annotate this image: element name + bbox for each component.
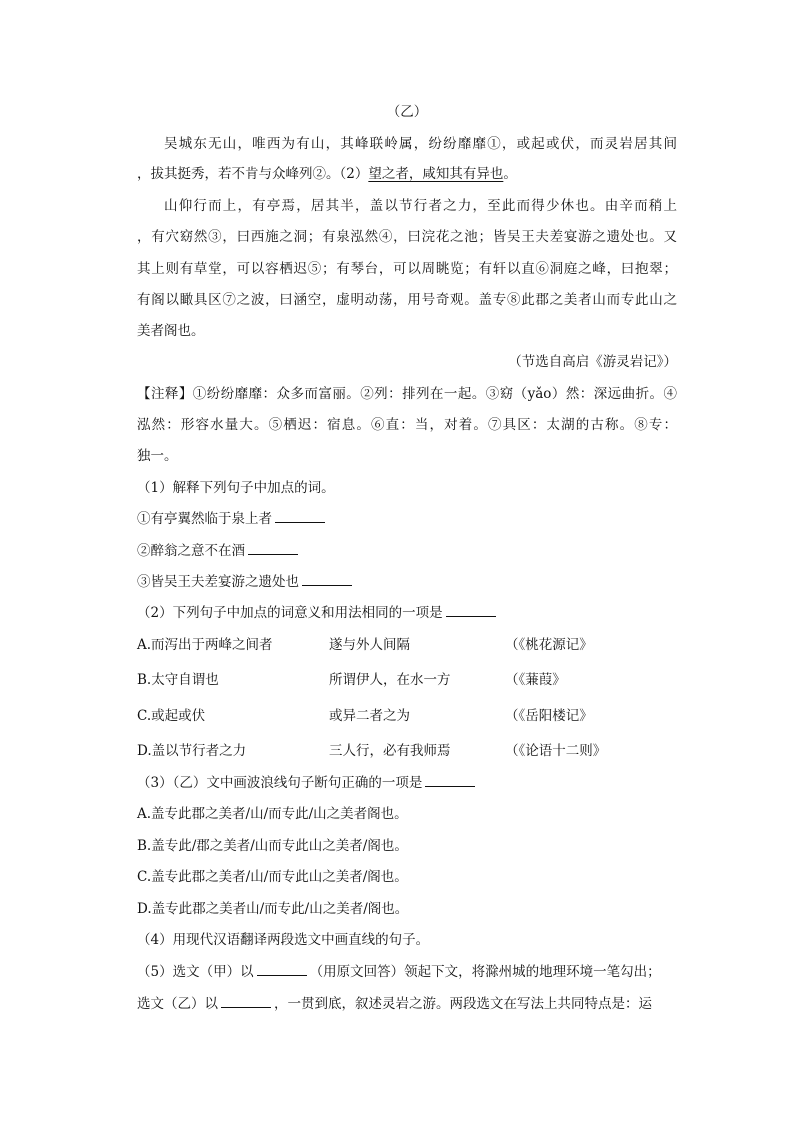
q3-option-b: B.盖专此/郡之美者/山而专此山之美者/阁也。 xyxy=(137,838,408,854)
q5-line1: （5）选文（甲）以 （用原文回答）领起下文，将滁州城的地理环境一笔勾出； xyxy=(137,964,661,980)
answer-blank[interactable] xyxy=(446,604,496,617)
q4-stem: （4）用现代汉语翻译两段选文中画直线的句子。 xyxy=(137,932,430,948)
document-page: （乙） 吴城东无山，唯西为有山，其峰联岭属，纷纷靡靡①，或起或伏，而灵岩居其间 ，拔其挺秀，若不肯与众峰列②。（2）望之者，咸知其有异也。 山仰行而上，有亭焉，居其半，盖以节行者之力，至此而得少休也。由辛而稍上 ，有穴窈然③，曰西施之洞；有泉泓然④，曰浣花之池；皆吴王夫差宴游之遗处也。又 其上则有草堂，可以容栖迟⑤；有琴台，可以周眺览；有轩以直⑥洞庭之峰，曰抱翠； 有阁以瞰具区⑦之波，曰涵空，虚明动荡，用号奇观。盖专⑧此郡之美者山而专此山之 美者阁也。 （节选自高启《游灵岩记》） 【注释】①纷纷靡靡：众多而富丽。②列：排列在一起。③窈（yǎo）然：深远曲折。④ 泓然：形容水量大。⑤栖迟：宿息。⑥直：当，对着。⑦具区：太湖的古称。⑧专： 独一。 （1）解释下列句子中加点的词。 ①有亭翼然临于泉上者 ②醉翁之意不在酒 ③皆吴王夫差宴游之遗处也 （2）下列句子中加点的词意义和用法相同的一项是 A.而泻出于两峰之间者 遂与外人间隔 （《桃花源记》 B.太守自谓也 所谓伊人，在水一方 （《蒹葭》 C.或起或伏 或异二者之为 （《岳阳楼记》 D.盖以节行者之力 三人行，必有我师焉 （《论语十二则》 （3）（乙）文中画波浪线句子断句正确的一项是 A.盖专此郡之美者/山/而专此/山之美者阁也。 B.盖专此/郡之美者/山而专此山之美者/阁也。 C.盖专此郡之美者/山/而专此山之美者/阁也。 D.盖专此郡之美者山/而专此/山之美者/阁也。 （4）用现代汉语翻译两段选文中画直线的句子。 （5）选文（甲）以 （用原文回答）领起下文，将滁州城的地理环境一笔勾出； 选文（乙）以 ，一贯到底，叙述灵岩之游。两段选文在写法上共同特点是：运 xyxy=(137,104,677,1012)
q1-stem: （1）解释下列句子中加点的词。 xyxy=(137,480,335,496)
q1-item-c: ③皆吴王夫差宴游之遗处也 xyxy=(137,572,677,592)
q3-option-d: D.盖专此郡之美者山/而专此/山之美者/阁也。 xyxy=(137,901,409,917)
q3-option-c: C.盖专此郡之美者/山/而专此山之美者/阁也。 xyxy=(137,869,408,885)
answer-blank[interactable] xyxy=(257,963,307,976)
passage-p2-line3: 其上则有草堂，可以容栖迟⑤；有琴台，可以周眺览；有轩以直⑥洞庭之峰，曰抱翠； xyxy=(137,261,677,277)
answer-blank[interactable] xyxy=(221,995,271,1008)
q1-item-b: ②醉翁之意不在酒 xyxy=(137,541,677,561)
q3-stem: （3）（乙）文中画波浪线句子断句正确的一项是 xyxy=(137,773,677,793)
answer-blank[interactable] xyxy=(302,573,352,586)
underlined-sentence-1: 望之者，咸知其有异也 xyxy=(368,166,504,182)
passage-p1-line2: ，拔其挺秀，若不肯与众峰列②。（2）望之者，咸知其有异也。 xyxy=(137,166,517,182)
passage-source: （节选自高启《游灵岩记》） xyxy=(508,354,677,370)
answer-blank[interactable] xyxy=(425,774,475,787)
passage-p2-line2: ，有穴窈然③，曰西施之洞；有泉泓然④，曰浣花之池；皆吴王夫差宴游之遗处也。又 xyxy=(137,229,677,245)
notes-line3: 独一。 xyxy=(137,448,178,464)
q1-item-a: ①有亭翼然临于泉上者 xyxy=(137,509,677,529)
q5-line2: 选文（乙）以 ，一贯到底，叙述灵岩之游。两段选文在写法上共同特点是：运 xyxy=(137,996,652,1012)
passage-p2-line5: 美者阁也。 xyxy=(137,323,205,339)
passage-p2-line4: 有阁以瞰具区⑦之波，曰涵空，虚明动荡，用号奇观。盖专⑧此郡之美者山而专此山之 xyxy=(137,292,677,308)
passage-heading: （乙） xyxy=(386,104,428,120)
q3-option-a: A.盖专此郡之美者/山/而专此/山之美者阁也。 xyxy=(137,806,408,822)
q2-stem: （2）下列句子中加点的词意义和用法相同的一项是 xyxy=(137,603,677,623)
answer-blank[interactable] xyxy=(275,510,325,523)
answer-blank[interactable] xyxy=(248,542,298,555)
notes-line1: 【注释】①纷纷靡靡：众多而富丽。②列：排列在一起。③窈（yǎo）然：深远曲折。④ xyxy=(137,386,677,402)
passage-p2-line1: 山仰行而上，有亭焉，居其半，盖以节行者之力，至此而得少休也。由辛而稍上 xyxy=(164,198,677,214)
passage-p1-line1: 吴城东无山，唯西为有山，其峰联岭属，纷纷靡靡①，或起或伏，而灵岩居其间 xyxy=(164,136,677,152)
notes-line2: 泓然：形容水量大。⑤栖迟：宿息。⑥直：当，对着。⑦具区：太湖的古称。⑧专： xyxy=(137,417,677,433)
